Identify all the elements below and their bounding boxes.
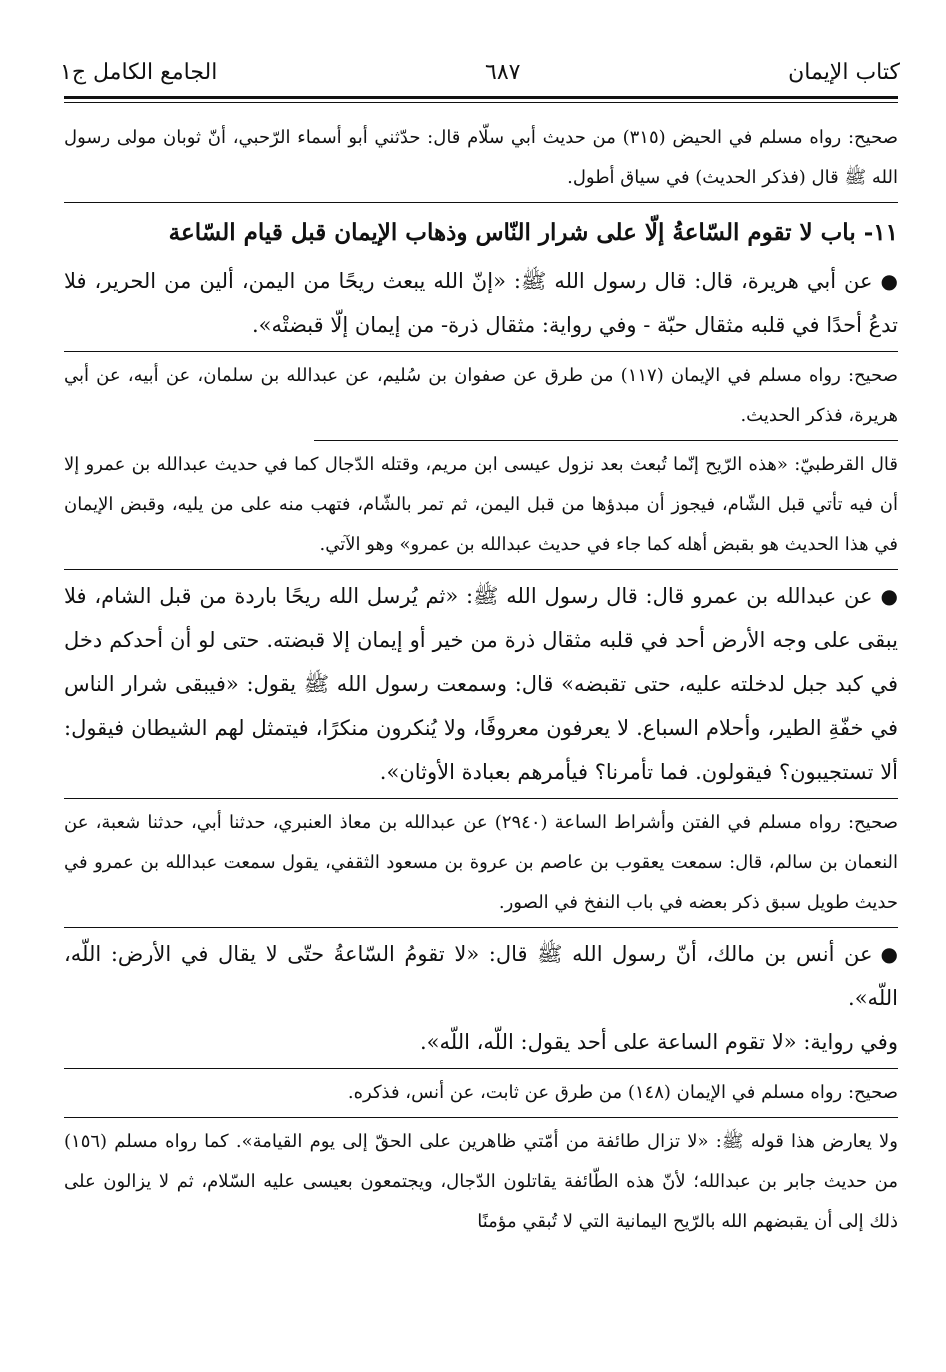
takhrij-paragraph: صحيح: رواه مسلم في الحيض (٣١٥) من حديث أبي سلّام قال: حدّثني أبو أسماء الرّحبي، أنّ ثوبان مولى رسول الله ﷺ قال (فذكر الحديث) في سياق أطول. (64, 127, 898, 188)
divider (64, 927, 898, 928)
divider (64, 351, 898, 352)
commentary-paragraph: ولا يعارض هذا قوله ﷺ: «لا تزال طائفة من أمّتي ظاهرين على الحقّ إلى يوم القيامة». كما رواه مسلم (١٥٦) من حديث جابر بن عبدالله؛ لأنّ هذه الطّائفة يقاتلون الدّجال، ويجتمعون بعيسى عليه السّلام، ثم لا يزالون على ذلك إلى أن يقبضهم الله بالرّيح اليمانية التي لا تُبقي مؤمنًا (64, 1131, 898, 1232)
commentary-paragraph: قال القرطبيّ: «هذه الرّيح إنّما تُبعث بعد نزول عيسى ابن مريم، وقتله الدّجال كما في حديث عبدالله بن عمرو إلا أن فيه تأتي قبل الشّام، فيجوز أن مبدؤها من قبل اليمن، ثم تمر بالشّام، فتهب منه على من يليه، وقبض الإيمان في هذا الحديث هو بقبض أهله كما جاء في حديث عبدالله بن عمرو» وهو الآتي. (64, 454, 898, 555)
divider (314, 440, 898, 441)
header-rule-thin (64, 102, 898, 103)
chapter-heading: ١١- باب لا تقوم السّاعةُ إلّا على شرار النّاس وذهاب الإيمان قبل قيام السّاعة (168, 219, 898, 246)
page-header (60, 52, 900, 92)
bullet-icon: ● (880, 584, 898, 608)
book-title: الجامع الكامل ج١ (60, 59, 218, 85)
hadith-text: عن عبدالله بن عمرو قال: قال رسول الله ﷺ: «ثم يُرسل الله ريحًا باردة من قبل الشام، فلا يبقى على وجه الأرض أحد في قلبه مثقال ذرة من خير أو إيمان إلا قبضته. حتى لو أن أحدكم دخل في كبد جبل لدخلته عليه، حتى تقبضه» قال: وسمعت رسول الله ﷺ يقول: «فيبقى شرار الناس في خفّةِ الطير، وأحلام السباع. لا يعرفون معروفًا، ولا يُنكرون منكرًا، فيتمثل لهم الشيطان فيقول: ألا تستجيبون؟ فيقولون. فما تأمرنا؟ فيأمرهم بعبادة الأوثان». (64, 584, 898, 784)
hadith-variant: وفي رواية: «لا تقوم الساعة على أحد يقول: اللّه، اللّه». (419, 1030, 898, 1054)
divider (64, 798, 898, 799)
bullet-icon: ● (880, 942, 898, 966)
hadith-paragraph (64, 259, 898, 347)
page-number: ٦٨٧ (485, 59, 521, 85)
takhrij-paragraph: صحيح: رواه مسلم في الإيمان (١٤٨) من طرق عن ثابت، عن أنس، فذكره. (347, 1082, 898, 1103)
takhrij-paragraph: صحيح: رواه مسلم في الإيمان (١١٧) من طرق عن صفوان بن سُليم، عن عبدالله بن سلمان، عن أبيه، عن أبي هريرة، فذكر الحديث. (64, 365, 898, 426)
takhrij-paragraph: صحيح: رواه مسلم في الفتن وأشراط الساعة (٢٩٤٠) عن عبدالله بن معاذ العنبري، حدثنا أبي، حدثنا شعبة، عن النعمان بن سالم، قال: سمعت يعقوب بن عاصم بن عروة بن مسعود الثقفي، يقول سمعت عبدالله بن عمرو في حديث طويل سبق ذكر بعضه في باب النفخ في الصور. (64, 812, 898, 913)
divider (64, 569, 898, 570)
chapter-title: كتاب الإيمان (788, 59, 900, 85)
page-body (64, 118, 898, 1242)
hadith-paragraph (64, 574, 898, 794)
divider (64, 202, 898, 203)
hadith-paragraph (64, 932, 898, 1020)
divider (64, 1117, 898, 1118)
hadith-text: عن أنس بن مالك، أنّ رسول الله ﷺ قال: «لا تقومُ السّاعةُ حتّى لا يقال في الأرض: اللّه، اللّه». (64, 942, 898, 1010)
hadith-text: عن أبي هريرة، قال: قال رسول الله ﷺ: «إنّ الله يبعث ريحًا من اليمن، ألين من الحرير، فلا تدعُ أحدًا في قلبه مثقال حبّة - وفي رواية: مثقال ذرة- من إيمان إلّا قبضتْه». (64, 269, 898, 337)
bullet-icon: ● (880, 269, 898, 293)
header-rule-thick (64, 96, 898, 99)
divider (64, 1068, 898, 1069)
